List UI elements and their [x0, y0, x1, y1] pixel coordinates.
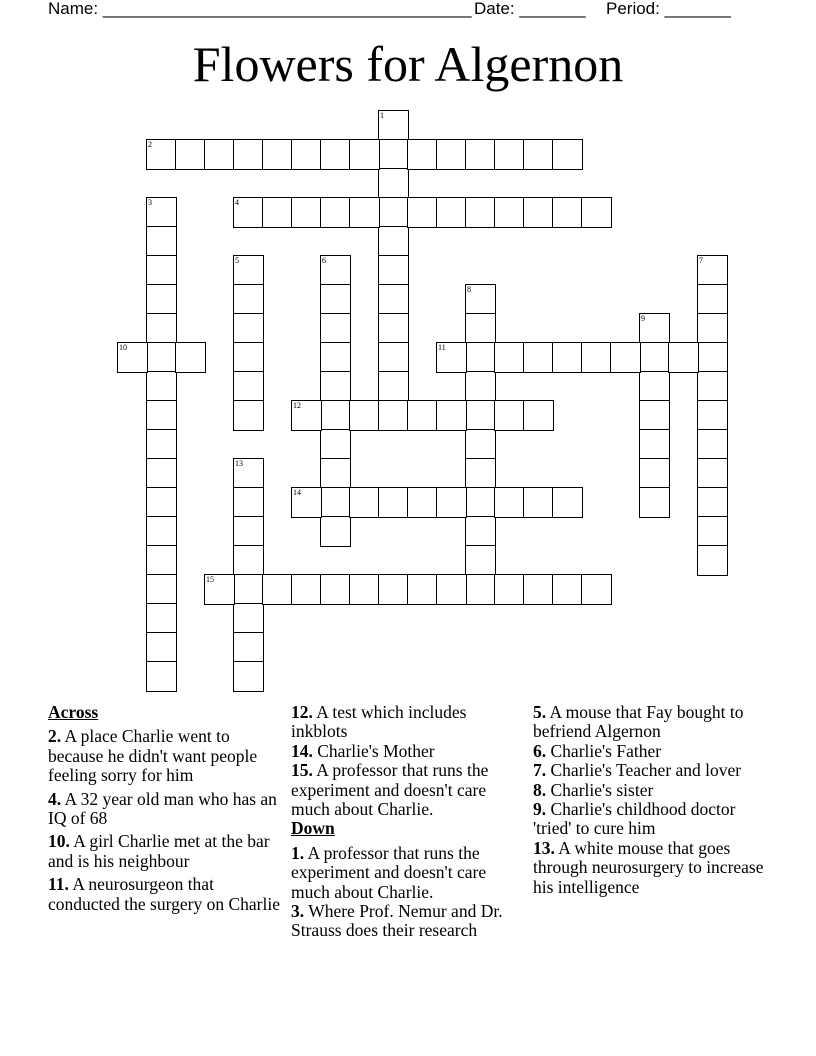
grid-cell[interactable]: [378, 342, 409, 373]
grid-cell[interactable]: [465, 487, 496, 518]
grid-cell[interactable]: [349, 139, 380, 170]
grid-cell[interactable]: [494, 400, 525, 431]
grid-cell[interactable]: [146, 458, 177, 489]
grid-cell[interactable]: [668, 342, 699, 373]
clue-down-5: [533, 703, 773, 742]
grid-cell[interactable]: [465, 342, 496, 373]
clue-down-9: [533, 800, 773, 839]
grid-cell[interactable]: [465, 284, 496, 315]
grid-cell[interactable]: [349, 197, 380, 228]
grid-cell-number: 9: [641, 314, 645, 323]
grid-cell-number: 12: [293, 401, 301, 410]
grid-cell[interactable]: [378, 487, 409, 518]
grid-cell[interactable]: [523, 139, 554, 170]
grid-cell[interactable]: [494, 342, 525, 373]
grid-cell[interactable]: [465, 139, 496, 170]
grid-cell-number: 3: [148, 198, 152, 207]
grid-cell-number: 10: [119, 343, 127, 352]
grid-cell[interactable]: [233, 284, 264, 315]
grid-cell[interactable]: [378, 226, 409, 257]
grid-cell[interactable]: [291, 574, 322, 605]
period-line: _______: [664, 0, 731, 18]
clue-number: 10.: [48, 831, 70, 852]
grid-cell[interactable]: [146, 139, 177, 170]
clue-number: 1.: [291, 842, 305, 863]
grid-cell[interactable]: [146, 661, 177, 692]
clue-number: 11.: [48, 874, 69, 895]
grid-cell[interactable]: [146, 226, 177, 257]
grid-cell-number: 7: [699, 256, 703, 265]
grid-cell[interactable]: [233, 197, 264, 228]
grid-cell[interactable]: [523, 342, 554, 373]
grid-cell[interactable]: [436, 400, 467, 431]
grid-cell[interactable]: [407, 400, 438, 431]
grid-cell[interactable]: [291, 139, 322, 170]
clue-text: Charlie's Father: [550, 740, 662, 761]
grid-cell[interactable]: [523, 197, 554, 228]
grid-cell[interactable]: [494, 139, 525, 170]
grid-cell[interactable]: [552, 574, 583, 605]
clue-number: 13.: [533, 837, 555, 858]
grid-cell[interactable]: [523, 487, 554, 518]
grid-cell[interactable]: [378, 255, 409, 286]
grid-cell[interactable]: [697, 342, 728, 373]
grid-cell[interactable]: [146, 197, 177, 228]
grid-cell[interactable]: [320, 313, 351, 344]
grid-cell[interactable]: [552, 487, 583, 518]
grid-cell[interactable]: [320, 516, 351, 547]
clue-number: 15.: [291, 760, 313, 781]
grid-cell[interactable]: [581, 197, 612, 228]
grid-cell[interactable]: [436, 487, 467, 518]
clue-text: A 32 year old man who has an IQ of 68: [48, 788, 277, 829]
grid-cell[interactable]: [146, 487, 177, 518]
grid-cell[interactable]: [146, 632, 177, 663]
clue-across-4: [48, 790, 284, 829]
grid-cell[interactable]: [233, 400, 264, 431]
down-heading: Down: [291, 818, 335, 839]
grid-cell[interactable]: [233, 313, 264, 344]
clue-text: A neurosurgeon that conducted the surgery on Charlie: [48, 874, 280, 914]
clue-number: 5.: [533, 702, 547, 722]
grid-cell[interactable]: [378, 168, 409, 199]
grid-cell[interactable]: [204, 574, 235, 605]
grid-cell[interactable]: [320, 284, 351, 315]
grid-cell[interactable]: [204, 139, 235, 170]
grid-cell[interactable]: [378, 371, 409, 402]
grid-cell[interactable]: [349, 400, 380, 431]
clue-number: 3.: [291, 901, 305, 922]
clue-across-14: [291, 742, 511, 761]
clue-across-11: [48, 875, 284, 914]
grid-cell[interactable]: [378, 197, 409, 228]
grid-cell[interactable]: [320, 400, 351, 431]
clue-text: Charlie's sister: [550, 779, 654, 800]
clue-number: 7.: [533, 760, 547, 781]
grid-cell[interactable]: [233, 545, 264, 576]
grid-cell[interactable]: [233, 661, 264, 692]
clue-text: Charlie's Mother: [317, 740, 435, 761]
grid-cell[interactable]: [639, 313, 670, 344]
clue-down-1: [291, 844, 511, 902]
name-line: _______________________________________: [102, 0, 472, 18]
grid-cell[interactable]: [639, 400, 670, 431]
grid-cell[interactable]: [697, 516, 728, 547]
grid-cell[interactable]: [697, 487, 728, 518]
grid-cell[interactable]: [697, 400, 728, 431]
grid-cell[interactable]: [320, 197, 351, 228]
grid-cell[interactable]: [465, 371, 496, 402]
grid-cell[interactable]: [320, 458, 351, 489]
clue-down-6: [533, 742, 773, 761]
grid-cell[interactable]: [465, 429, 496, 460]
name-label: Name:: [48, 0, 99, 18]
grid-cell[interactable]: [465, 574, 496, 605]
grid-cell[interactable]: [146, 284, 177, 315]
grid-cell[interactable]: [175, 342, 206, 373]
grid-cell[interactable]: [465, 458, 496, 489]
grid-cell[interactable]: [262, 197, 293, 228]
grid-cell[interactable]: [233, 139, 264, 170]
grid-cell[interactable]: [465, 516, 496, 547]
grid-cell[interactable]: [320, 342, 351, 373]
grid-cell[interactable]: [146, 516, 177, 547]
grid-cell[interactable]: [639, 342, 670, 373]
period-label: Period:: [606, 0, 660, 18]
grid-cell[interactable]: [146, 342, 177, 373]
grid-cell[interactable]: [581, 342, 612, 373]
grid-cell[interactable]: [494, 197, 525, 228]
grid-cell[interactable]: [320, 139, 351, 170]
grid-cell[interactable]: [291, 487, 322, 518]
grid-cell[interactable]: [436, 139, 467, 170]
grid-cell[interactable]: [639, 487, 670, 518]
clue-text: A white mouse that goes through neurosurgery to increase his intelligence: [533, 837, 764, 897]
grid-cell[interactable]: [378, 110, 409, 141]
across-heading: Across: [48, 702, 99, 722]
clue-text: A professor that runs the experiment and doesn't care much about Charlie.: [291, 842, 487, 902]
grid-cell[interactable]: [465, 197, 496, 228]
page-title: Flowers for Algernon: [192, 36, 624, 92]
grid-cell-number: 4: [235, 198, 239, 207]
clue-across-12: [291, 703, 511, 742]
grid-cell[interactable]: [494, 574, 525, 605]
grid-cell[interactable]: [378, 574, 409, 605]
grid-cell[interactable]: [233, 487, 264, 518]
grid-cell-number: 11: [438, 343, 446, 352]
grid-cell[interactable]: [262, 139, 293, 170]
clue-text: Where Prof. Nemur and Dr. Strauss does their research: [291, 901, 503, 941]
clue-number: 12.: [291, 702, 313, 722]
grid-cell[interactable]: [465, 400, 496, 431]
grid-cell[interactable]: [233, 574, 264, 605]
grid-cell[interactable]: [697, 255, 728, 286]
grid-cell[interactable]: [407, 574, 438, 605]
grid-cell-number: 1: [380, 111, 384, 120]
grid-cell[interactable]: [146, 603, 177, 634]
grid-cell[interactable]: [465, 545, 496, 576]
clue-across-15: [291, 761, 511, 819]
grid-cell[interactable]: [407, 487, 438, 518]
clue-down-3: [291, 902, 511, 941]
grid-cell[interactable]: [523, 574, 554, 605]
grid-cell[interactable]: [349, 487, 380, 518]
clues-column-3: [533, 703, 773, 901]
clue-number: 6.: [533, 740, 547, 761]
grid-cell-number: 8: [467, 285, 471, 294]
grid-cell-number: 6: [322, 256, 326, 265]
grid-cell[interactable]: [146, 313, 177, 344]
grid-cell[interactable]: [320, 429, 351, 460]
date-line: _______: [519, 0, 586, 18]
clue-text: A professor that runs the experiment and doesn't care much about Charlie.: [291, 760, 489, 820]
clue-text: Charlie's Teacher and lover: [550, 760, 742, 781]
grid-cell[interactable]: [697, 371, 728, 402]
clue-text: A mouse that Fay bought to befriend Algernon: [533, 702, 744, 742]
grid-cell[interactable]: [697, 545, 728, 576]
grid-cell[interactable]: [233, 371, 264, 402]
grid-cell[interactable]: [697, 429, 728, 460]
grid-cell[interactable]: [552, 342, 583, 373]
grid-cell-number: 13: [235, 459, 243, 468]
date-label: Date:: [474, 0, 515, 18]
grid-cell[interactable]: [320, 371, 351, 402]
grid-cell[interactable]: [378, 139, 409, 170]
grid-cell[interactable]: [436, 574, 467, 605]
grid-cell[interactable]: [146, 255, 177, 286]
clue-number: 2.: [48, 726, 62, 747]
grid-cell[interactable]: [581, 574, 612, 605]
grid-cell[interactable]: [697, 284, 728, 315]
grid-cell[interactable]: [378, 400, 409, 431]
clue-down-8: [533, 781, 773, 800]
grid-cell[interactable]: [146, 574, 177, 605]
grid-cell[interactable]: [175, 139, 206, 170]
grid-cell[interactable]: [407, 139, 438, 170]
clue-text: A girl Charlie met at the bar and is his neighbour: [48, 831, 270, 871]
grid-cell[interactable]: [552, 197, 583, 228]
grid-cell[interactable]: [146, 545, 177, 576]
clue-text: A test which includes inkblots: [291, 702, 467, 742]
grid-cell[interactable]: [349, 574, 380, 605]
grid-cell[interactable]: [436, 197, 467, 228]
grid-cell[interactable]: [465, 313, 496, 344]
clue-number: 14.: [291, 740, 313, 761]
grid-cell[interactable]: [378, 284, 409, 315]
grid-cell[interactable]: [697, 313, 728, 344]
grid-cell-number: 2: [148, 140, 152, 149]
clues-column-2: [291, 703, 511, 945]
grid-cell[interactable]: [407, 197, 438, 228]
grid-cell[interactable]: [639, 429, 670, 460]
clue-text: A place Charlie went to because he didn't want people feeling sorry for him: [48, 726, 258, 786]
grid-cell[interactable]: [291, 400, 322, 431]
grid-cell[interactable]: [610, 342, 641, 373]
grid-cell[interactable]: [117, 342, 148, 373]
grid-cell[interactable]: [233, 603, 264, 634]
clue-number: 4.: [48, 788, 62, 809]
clue-across-10: [48, 832, 284, 871]
clue-down-7: [533, 761, 773, 780]
clue-number: 8.: [533, 779, 547, 800]
grid-cell[interactable]: [639, 371, 670, 402]
grid-cell-number: 14: [293, 488, 301, 497]
grid-cell[interactable]: [233, 342, 264, 373]
grid-cell[interactable]: [233, 458, 264, 489]
grid-cell[interactable]: [233, 632, 264, 663]
grid-cell[interactable]: [291, 197, 322, 228]
grid-cell-number: 5: [235, 256, 239, 265]
grid-cell[interactable]: [494, 487, 525, 518]
grid-cell[interactable]: [146, 400, 177, 431]
grid-cell-number: 15: [206, 575, 214, 584]
grid-cell[interactable]: [233, 255, 264, 286]
grid-cell[interactable]: [262, 574, 293, 605]
grid-cell[interactable]: [320, 574, 351, 605]
grid-cell[interactable]: [436, 342, 467, 373]
grid-cell[interactable]: [320, 487, 351, 518]
grid-cell[interactable]: [378, 313, 409, 344]
grid-cell[interactable]: [146, 371, 177, 402]
grid-cell[interactable]: [523, 400, 554, 431]
clue-number: 9.: [533, 799, 547, 820]
grid-cell[interactable]: [552, 139, 583, 170]
grid-cell[interactable]: [146, 429, 177, 460]
clues-column-1: [48, 703, 284, 918]
clue-across-2: [48, 727, 284, 785]
clue-text: Charlie's childhood doctor 'tried' to cure him: [533, 799, 736, 839]
clue-down-13: [533, 839, 773, 897]
grid-cell[interactable]: [320, 255, 351, 286]
grid-cell[interactable]: [639, 458, 670, 489]
grid-cell[interactable]: [697, 458, 728, 489]
grid-cell[interactable]: [233, 516, 264, 547]
